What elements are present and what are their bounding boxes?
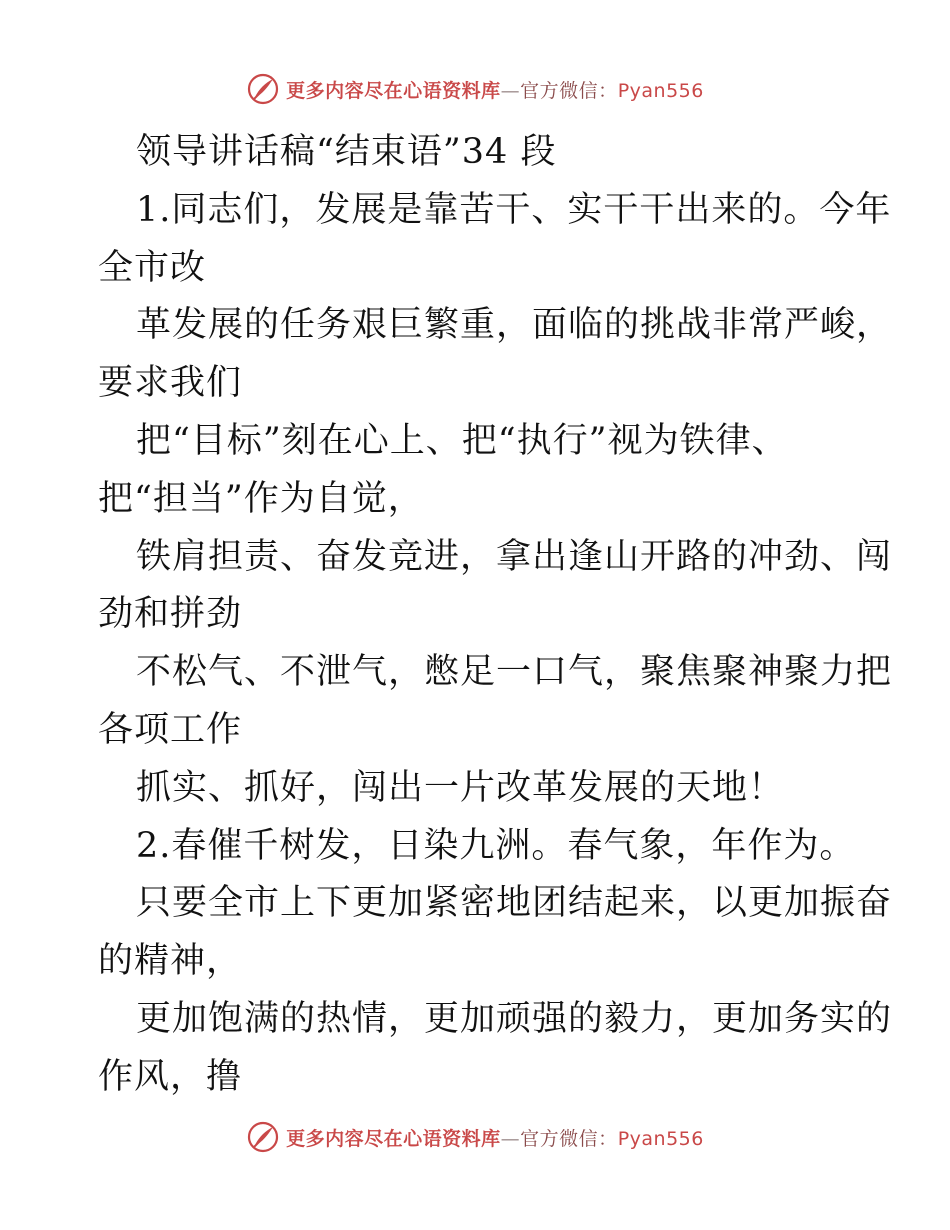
paragraph-line: 不松气、不泄气，憋足一口气，聚焦聚神聚力把 xyxy=(136,652,893,693)
paragraph-line: 的精神， xyxy=(98,941,243,982)
watermark-brand-text: 更多内容尽在心语资料库 xyxy=(286,79,501,102)
paragraph-line: 把“担当”作为自觉， xyxy=(98,478,424,519)
document-body xyxy=(98,124,893,1107)
paragraph-line: 劲和拼劲 xyxy=(98,594,243,635)
watermark-wechat-label: 官方微信： xyxy=(520,79,618,102)
quill-seal-icon xyxy=(246,72,280,106)
paragraph-line: 2.春催千树发，日染九洲。春气象，年作为。 xyxy=(136,825,856,866)
paragraph-line: 只要全市上下更加紧密地团结起来，以更加振奋 xyxy=(136,883,893,924)
footer-watermark xyxy=(0,1120,950,1154)
watermark-wechat-id: Pyan556 xyxy=(617,1127,704,1150)
paragraph-line: 各项工作 xyxy=(98,709,243,750)
paragraph-line: 铁肩担责、奋发竞进，拿出逢山开路的冲劲、闯 xyxy=(136,536,893,577)
watermark-brand-text: 更多内容尽在心语资料库 xyxy=(286,1127,501,1150)
watermark-separator: — xyxy=(500,1127,521,1150)
paragraph-line: 要求我们 xyxy=(98,363,243,404)
watermark-wechat-label: 官方微信： xyxy=(520,1127,618,1150)
watermark-separator: — xyxy=(500,79,521,102)
paragraph-line: 作风，撸 xyxy=(98,1056,243,1097)
paragraph-line: 更加饱满的热情，更加顽强的毅力，更加务实的 xyxy=(136,998,893,1039)
paragraph-line: 革发展的任务艰巨繁重，面临的挑战非常严峻， xyxy=(136,305,893,346)
paragraph-line: 把“目标”刻在心上、把“执行”视为铁律、 xyxy=(136,420,788,461)
header-watermark xyxy=(0,72,950,106)
paragraph-line: 1.同志们，发展是靠苦干、实干干出来的。今年 xyxy=(136,189,892,230)
document-title: 领导讲话稿“结束语”34 段 xyxy=(136,132,557,172)
watermark-wechat-id: Pyan556 xyxy=(617,79,704,102)
quill-seal-icon xyxy=(246,1120,280,1154)
paragraph-line: 抓实、抓好，闯出一片改革发展的天地！ xyxy=(136,767,785,808)
paragraph-line: 全市改 xyxy=(98,247,207,288)
